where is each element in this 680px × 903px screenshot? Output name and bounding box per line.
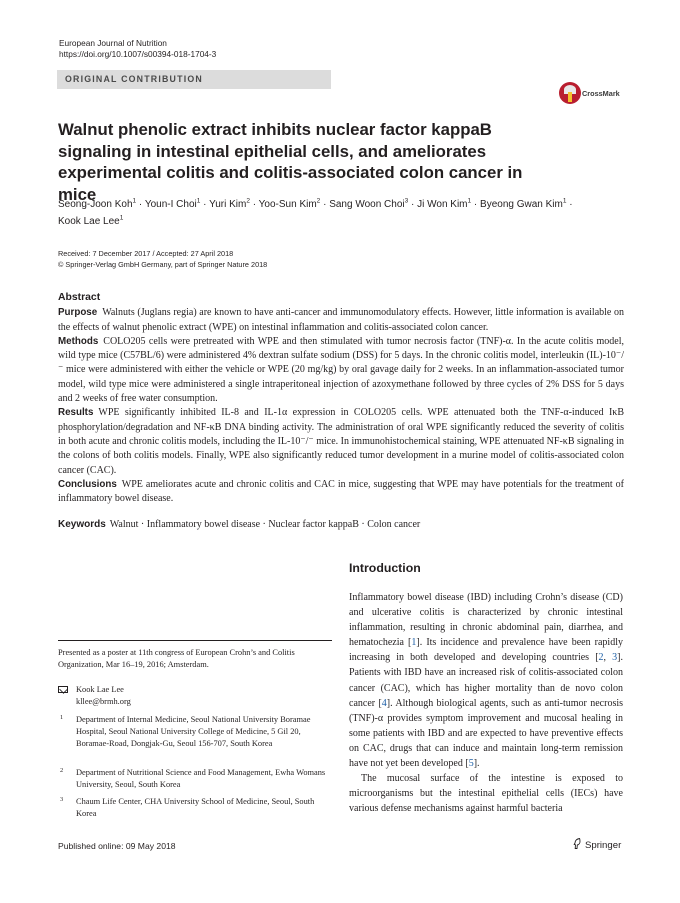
article-type-band [57,70,331,89]
citation-link[interactable]: 1 [411,637,417,649]
correspondent-email[interactable]: kllee@brmh.org [76,697,131,706]
copyright-notice: © Springer-Verlag GmbH Germany, part of Springer Nature 2018 [58,260,268,269]
results-text: WPE significantly inhibited IL-8 and IL-1α expression in COLO205 cells. WPE attenuated both the TNF-α-induced IκB phosphorylation/degradation and NF-κB DNA binding activity. The administration of oral WPE significantly reduced the severity of colitis in both acute and chronic colitis models, including the IL-10⁻/⁻ mice. In immunohistochemical staining, WPE attenuated NF-κB signaling in the colons of both colitis models. Finally, WPE also significantly reduced tumor development in a murine model of colitis-associated colon cancer (CAC). [58,407,624,476]
author-affiliation: 1 [562,197,567,205]
author-affiliation: 3 [404,197,409,205]
results-label: Results [58,407,94,419]
intro-text: ]. Patients with IBD have an increased risk of colitis-associated colon cancer (CAC), which has higher mortality than de novo colon cancer [ [349,652,624,709]
correspondent-name: Kook Lae Lee [76,685,124,694]
methods-text: COLO205 cells were pretreated with WPE and then stimulated with tumor necrosis factor (TNF)-α. In the acute colitis model, wild type mice (C57BL/6) were administered 4% dextran sulfate sodium (DSS) for 5 days. In the chronic colitis model, interleukin (IL)-10⁻/⁻ mice were administered with either the vehicle or WPE (20 mg/kg) by oral gavage daily for 2 weeks. In an inflammation-associated tumor model, wild type mice were administered a single intraperitoneal injection of azoxymethane followed by three cycles of 2% DSS for 5 days and 2 weeks of free water consumption. [58,335,624,405]
abstract-heading: Abstract [58,292,101,303]
intro-paragraph: The mucosal surface of the intestine is exposed to microorganisms but the intestinal epithelial cells (IECs) have various defense mechanisms against harmful bacteria [349,773,623,815]
affiliation-text: Department of Nutritional Science and Food Management, Ewha Womans University, Seoul, South Korea [76,768,326,789]
presented-note: Presented as a poster at 11th congress of European Crohn’s and Colitis Organization, Mar 16–19, 2016; Amsterdam. [58,648,295,669]
affiliation-number: 1 [60,714,64,721]
intro-text: ]. [473,758,480,770]
author-affiliation: 1 [132,197,137,205]
springer-horse-icon [573,838,581,849]
conclusions-text: WPE ameliorates acute and chronic colitis and CAC in mice, suggesting that WPE may have potentials for the treatment of inflammatory bowel disease. [58,478,624,505]
purpose-text: Walnuts (Juglans regia) are known to have anti-cancer and immunomodulatory effects. However, little information is available on the effects of walnut phenolic extract (WPE) on intestinal inflammation and colitis-associated colon cancer. [58,307,624,333]
keywords [58,518,624,532]
published-online: Published online: 09 May 2018 [58,841,176,851]
crossmark-icon [559,82,581,104]
author-affiliation: 2 [316,197,321,205]
keywords-label: Keywords [58,519,106,530]
author-affiliation: 1 [196,197,201,205]
intro-text: , [603,652,613,664]
intro-paragraph [349,590,623,771]
crossmark-label: CrossMark [582,89,620,98]
abstract-methods [58,335,624,406]
keywords-text: Walnut · Inflammatory bowel disease · Nuclear factor kappaB · Colon cancer [109,519,421,530]
envelope-icon [58,686,68,693]
author[interactable]: Ji Won Kim [417,199,468,210]
article-type: ORIGINAL CONTRIBUTION [65,74,203,84]
conclusions-label: Conclusions [58,478,117,490]
affiliation-number: 3 [60,796,64,803]
author[interactable]: Youn-I Choi [144,199,197,210]
intro-text: Inflammatory bowel disease (IBD) including Crohn’s disease (CD) and ulcerative colitis is characterized by chronic intestinal inflammation, resulting in chronic abdominal pain, diarrhea, and hematochezia [ [349,592,623,649]
abstract-purpose [58,306,624,335]
journal-name: European Journal of Nutrition [59,38,167,48]
footnote-divider [58,640,332,641]
introduction-heading: Introduction [349,561,421,575]
abstract-results [58,406,624,477]
author-affiliation: 1 [119,214,124,222]
citation-link[interactable]: 4 [381,697,387,709]
citation-link[interactable]: 3 [612,652,618,664]
author[interactable]: Kook Lae Lee [58,216,120,227]
abstract-section [58,291,624,506]
author[interactable]: Yuri Kim [209,199,247,210]
author[interactable]: Seong-Joon Koh [58,199,133,210]
author[interactable]: Yoo-Sun Kim [258,199,317,210]
author[interactable]: Sang Woon Choi [329,199,405,210]
abstract-conclusions [58,478,624,507]
intro-text: ]. Although biological agents, such as anti-tumor necrosis (TNF)-α provides symptom improvement and mucosal healing in some patients with IBD and are expected to have preventive effects on CAC, drugs that can induce and maintain long-term remission have not yet been developed [ [349,697,624,770]
affiliation-text: Chaum Life Center, CHA University School of Medicine, Seoul, South Korea [76,797,315,818]
publisher-name: Springer [585,840,622,851]
author[interactable]: Byeong Gwan Kim [480,199,563,210]
citation-link[interactable]: 2 [598,652,604,664]
author-list: Seong-Joon Koh$^1$ · Youn-I Choi$^1$ · Yuri Kim$^2$ · Yoo-Sun Kim$^2$ · Sang Woon Choi$^3$ · Ji Won Kim$^1$ · Byeong Gwan Kim$^1$ · Kook Lae Lee$^1$ [58,197,573,227]
affiliation-text: Department of Internal Medicine, Seoul National University Boramae Hospital, Seoul National University College of Medicine, 5 Gil 20, Boramae-Road, Dongjak-Gu, Seoul 156-707, South Korea [76,715,311,748]
citation-link[interactable]: 5 [468,758,474,770]
article-title: Walnut phenolic extract inhibits nuclear factor kappaB signaling in intestinal epithelial cells, and ameliorates experimental colitis and colitis-associated colon cancer in mice [58,120,523,204]
purpose-label: Purpose [58,307,98,319]
author-affiliation: 1 [467,197,472,205]
affiliation-number: 2 [60,767,64,774]
publisher-logo [573,838,621,851]
introduction-body [349,590,623,816]
crossmark-badge[interactable] [559,82,629,108]
author-affiliation: 2 [246,197,250,205]
methods-label: Methods [58,335,99,347]
received-accepted-dates: Received: 7 December 2017 / Accepted: 27 April 2018 [58,249,234,258]
doi-link[interactable]: https://doi.org/10.1007/s00394-018-1704-3 [59,49,217,59]
intro-text: ]. Its incidence and prevalence have been rapidly increasing in both developed and developing countries [ [349,637,623,664]
